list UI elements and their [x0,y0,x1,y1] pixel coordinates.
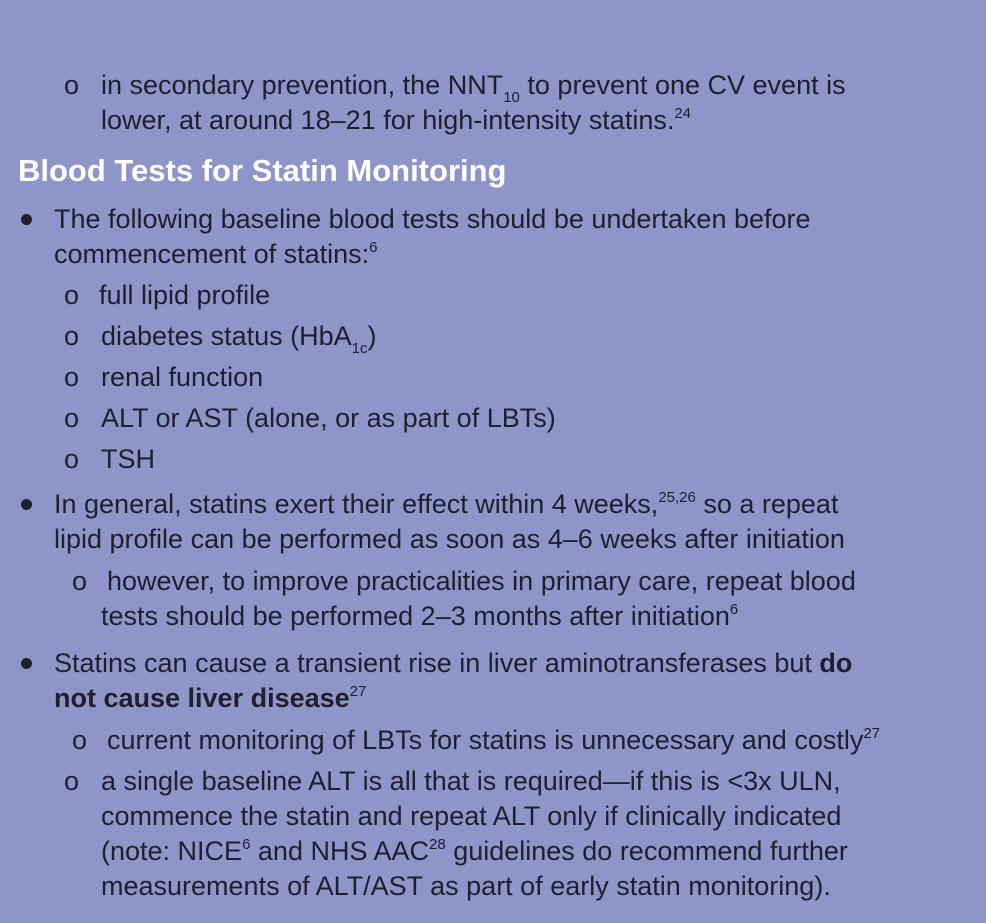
sub-bullet-marker: o [72,725,88,755]
list-item: diabetes status (HbA$_{1c}$) [101,321,377,357]
list-item: full lipid profile [99,280,271,310]
list-item: TSH [101,444,155,474]
text-line: Statins can cause a transient rise in liver aminotransferases but do [54,648,853,678]
text-line: lipid profile can be performed as soon as 4–6 weeks after initiation [54,524,845,554]
section-heading: Blood Tests for Statin Monitoring [18,153,507,188]
sub-bullet-marker: o [64,444,80,474]
bullet-icon [21,658,32,669]
sub-bullet-marker: o [64,766,80,796]
text-line: however, to improve practicalities in primary care, repeat blood [107,566,856,596]
sub-bullet-marker: o [64,321,80,351]
text-line: The following baseline blood tests should be undertaken before [54,204,811,234]
text-line: not cause liver disease$^{27}$ [54,683,367,713]
sub-bullet-marker: o [64,280,80,310]
text-line: in secondary prevention, the $NNT_{10}$ to prevent one CV event is [101,70,846,106]
text-line: (note: NICE$^6$ and NHS AAC$^{28}$ guidelines do recommend further [101,836,848,866]
list-item: renal function [101,362,264,392]
text-line: measurements of ALT/AST as part of early statin monitoring). [101,871,831,901]
text-line: lower, at around 18–21 for high-intensity statins.$^{24}$ [101,105,692,135]
sub-bullet-marker: o [72,566,88,596]
bullet-icon [21,214,32,225]
sub-bullet-marker: o [64,70,80,100]
text-line: commence the statin and repeat ALT only if clinically indicated [101,801,842,831]
list-item: current monitoring of LBTs for statins is unnecessary and costly$^{27}$ [107,725,881,755]
bullet-icon [21,499,32,510]
sub-bullet-marker: o [64,403,80,433]
list-item: ALT or AST (alone, or as part of LBTs) [101,403,556,433]
sub-bullet-marker: o [64,362,80,392]
text-line: commencement of statins:$^6$ [54,239,378,269]
text-line: In general, statins exert their effect within 4 weeks,$^{25,26}$ so a repeat [54,489,839,519]
text-line: a single baseline ALT is all that is required—if this is <3x ULN, [101,766,841,796]
text-line: tests should be performed 2–3 months after initiation$^6$ [101,601,739,631]
